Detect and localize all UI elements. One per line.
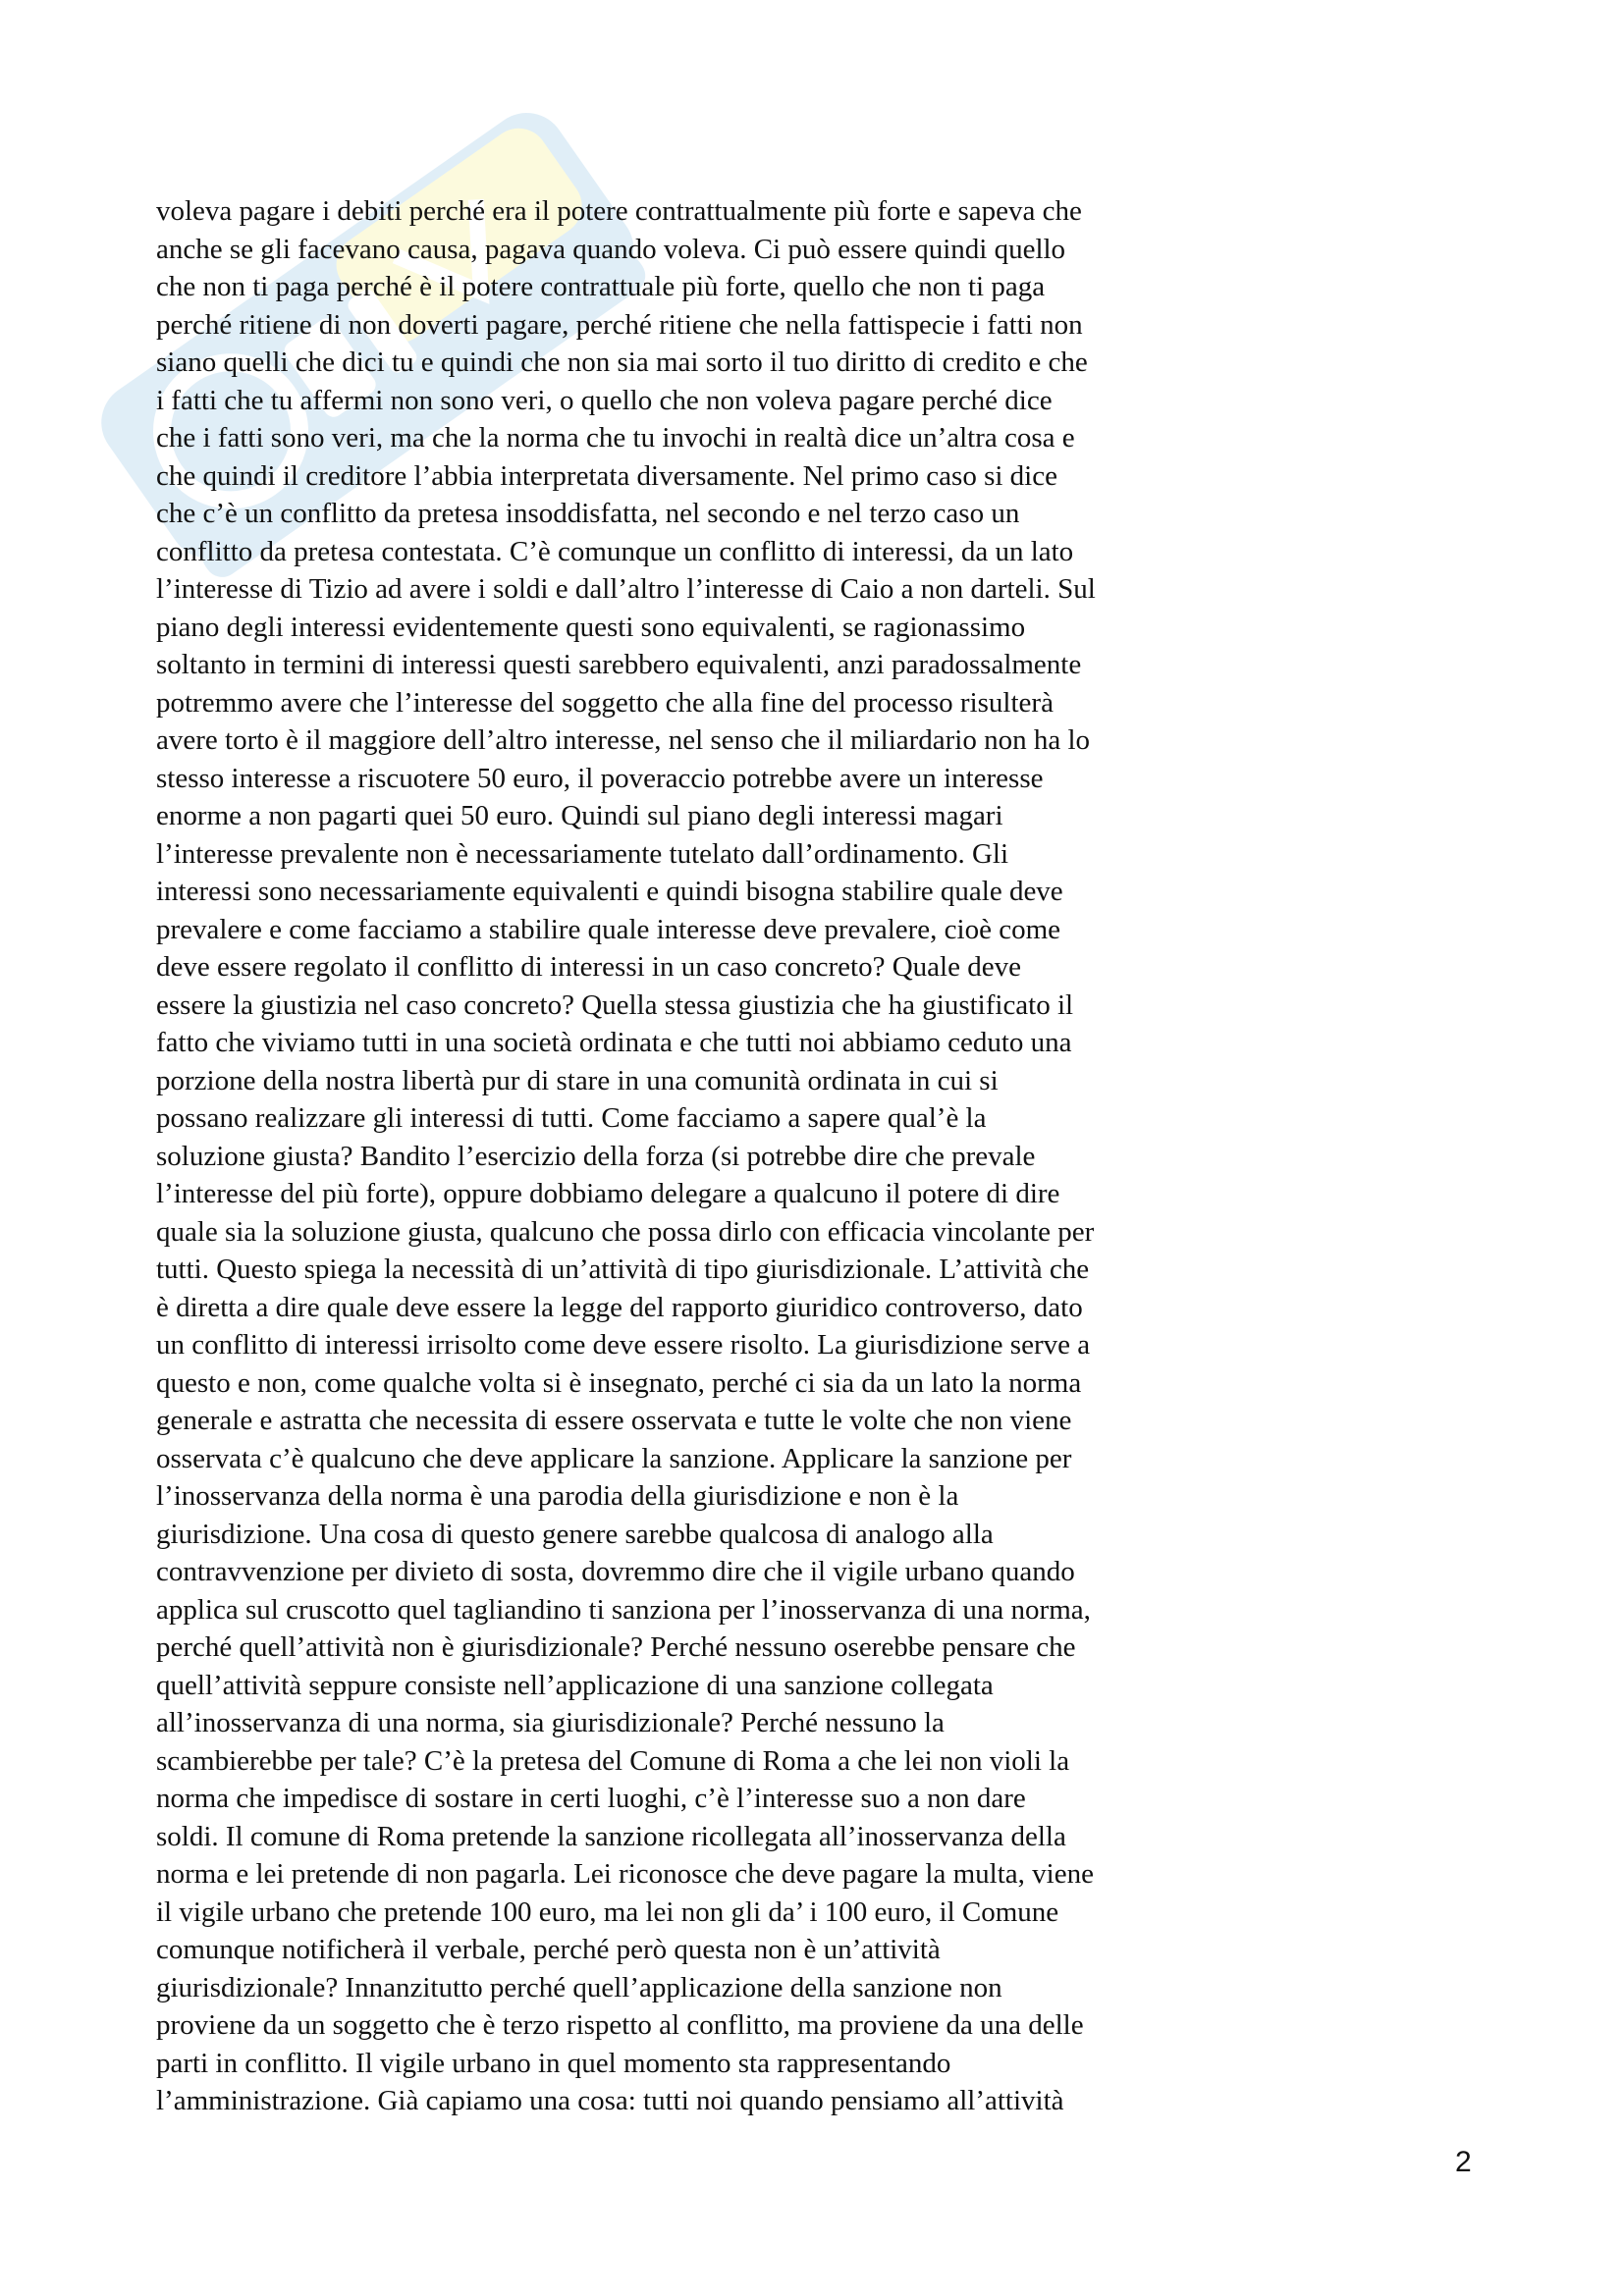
text-line: parti in conflitto. Il vigile urbano in quel momento sta rappresentando <box>156 2047 951 2079</box>
text-line: osservata c’è qualcuno che deve applicare la sanzione. Applicare la sanzione per <box>156 1442 1072 1474</box>
text-line: anche se gli facevano causa, pagava quando voleva. Ci può essere quindi quello <box>156 233 1066 265</box>
text-line: questo e non, come qualche volta si è insegnato, perché ci sia da un lato la norma <box>156 1366 1082 1399</box>
text-line: deve essere regolato il conflitto di interessi in un caso concreto? Quale deve <box>156 951 1021 983</box>
text-line: generale e astratta che necessita di essere osservata e tutte le volte che non viene <box>156 1405 1072 1436</box>
text-line: che c’è un conflitto da pretesa insoddisfatta, nel secondo e nel terzo caso un <box>156 498 1020 529</box>
text-line: il vigile urbano che pretende 100 euro, ma lei non gli da’ i 100 euro, il Comune <box>156 1896 1059 1928</box>
text-line: essere la giustizia nel caso concreto? Quella stessa giustizia che ha giustificato il <box>156 988 1074 1021</box>
text-line: prevalere e come facciamo a stabilire quale interesse deve prevalere, cioè come <box>156 913 1061 945</box>
text-line: soluzione giusta? Bandito l’esercizio della forza (si potrebbe dire che prevale <box>156 1140 1036 1172</box>
text-line: possano realizzare gli interessi di tutti. Come facciamo a sapere qual’è la <box>156 1102 987 1134</box>
text-line: quell’attività seppure consiste nell’applicazione di una sanzione collegata <box>156 1669 994 1701</box>
text-line: è diretta a dire quale deve essere la legge del rapporto giuridico controverso, dato <box>156 1291 1083 1323</box>
text-line: all’inosservanza di una norma, sia giurisdizionale? Perché nessuno la <box>156 1707 945 1738</box>
text-line: un conflitto di interessi irrisolto come deve essere risolto. La giurisdizione serve a <box>156 1329 1091 1361</box>
text-line: norma che impedisce di sostare in certi luoghi, c’è l’interesse suo a non dare <box>156 1783 1026 1814</box>
text-line: interessi sono necessariamente equivalenti e quindi bisogna stabilire quale deve <box>156 876 1063 907</box>
text-line: comunque notificherà il verbale, perché però questa non è un’attività <box>156 1934 941 1965</box>
text-line: l’interesse del più forte), oppure dobbiamo delegare a qualcuno il potere di dire <box>156 1178 1060 1209</box>
text-line: perché quell’attività non è giurisdizionale? Perché nessuno oserebbe pensare che <box>156 1631 1076 1663</box>
page-number: 2 <box>1455 2146 1472 2178</box>
text-line: potremmo avere che l’interesse del soggetto che alla fine del processo risulterà <box>156 686 1054 719</box>
text-line: quale sia la soluzione giusta, qualcuno che possa dirlo con efficacia vincolante per <box>156 1215 1095 1248</box>
text-line: i fatti che tu affermi non sono veri, o quello che non voleva pagare perché dice <box>156 384 1053 416</box>
text-line: tutti. Questo spiega la necessità di un’attività di tipo giurisdizionale. L’attività che <box>156 1254 1090 1285</box>
text-line: avere torto è il maggiore dell’altro interesse, nel senso che il miliardario non ha lo <box>156 724 1091 756</box>
text-line: giurisdizione. Una cosa di questo genere sarebbe qualcosa di analogo alla <box>156 1518 994 1550</box>
text-line: l’inosservanza della norma è una parodia della giurisdizione e non è la <box>156 1480 959 1512</box>
text-line: perché ritiene di non doverti pagare, perché ritiene che nella fattispecie i fatti non <box>156 308 1083 341</box>
text-line: scambierebbe per tale? C’è la pretesa del Comune di Roma a che lei non violi la <box>156 1744 1070 1777</box>
text-line: stesso interesse a riscuotere 50 euro, il poveraccio potrebbe avere un interesse <box>156 762 1044 794</box>
body-text <box>156 192 1256 2120</box>
text-line: porzione della nostra libertà pur di stare in una comunità ordinata in cui si <box>156 1064 999 1096</box>
text-line: soldi. Il comune di Roma pretende la sanzione ricollegata all’inosservanza della <box>156 1820 1066 1852</box>
text-line: che quindi il creditore l’abbia interpretata diversamente. Nel primo caso si dice <box>156 459 1057 492</box>
text-line: conflitto da pretesa contestata. C’è comunque un conflitto di interessi, da un lato <box>156 535 1074 567</box>
text-line: applica sul cruscotto quel tagliandino ti sanziona per l’inosservanza di una norma, <box>156 1593 1091 1626</box>
text-line: enorme a non pagarti quei 50 euro. Quindi sul piano degli interessi magari <box>156 800 1003 831</box>
text-line: piano degli interessi evidentemente questi sono equivalenti, se ragionassimo <box>156 611 1026 643</box>
text-line: contravvenzione per divieto di sosta, dovremmo dire che il vigile urbano quando <box>156 1556 1075 1587</box>
text-line: voleva pagare i debiti perché era il potere contrattualmente più forte e sapeva che <box>156 195 1082 227</box>
text-line: che non ti paga perché è il potere contrattuale più forte, quello che non ti paga <box>156 271 1046 302</box>
text-line: siano quelli che dici tu e quindi che non sia mai sorto il tuo diritto di credito e che <box>156 347 1088 378</box>
text-line: l’interesse di Tizio ad avere i soldi e dall’altro l’interesse di Caio a non darteli. Sul <box>156 573 1096 605</box>
text-line: proviene da un soggetto che è terzo rispetto al conflitto, ma proviene da una delle <box>156 2009 1084 2041</box>
text-line: soltanto in termini di interessi questi sarebbero equivalenti, anzi paradossalmente <box>156 649 1082 680</box>
text-line: norma e lei pretende di non pagarla. Lei riconosce che deve pagare la multa, viene <box>156 1858 1094 1890</box>
text-line: l’interesse prevalente non è necessariamente tutelato dall’ordinamento. Gli <box>156 837 1009 870</box>
text-line: giurisdizionale? Innanzitutto perché quell’applicazione della sanzione non <box>156 1971 1002 2003</box>
text-line: fatto che viviamo tutti in una società ordinata e che tutti noi abbiamo ceduto una <box>156 1027 1072 1058</box>
text-line: l’amministrazione. Già capiamo una cosa: tutti noi quando pensiamo all’attività <box>156 2085 1064 2116</box>
text-line: che i fatti sono veri, ma che la norma che tu invochi in realtà dice un’altra cosa e <box>156 422 1075 454</box>
